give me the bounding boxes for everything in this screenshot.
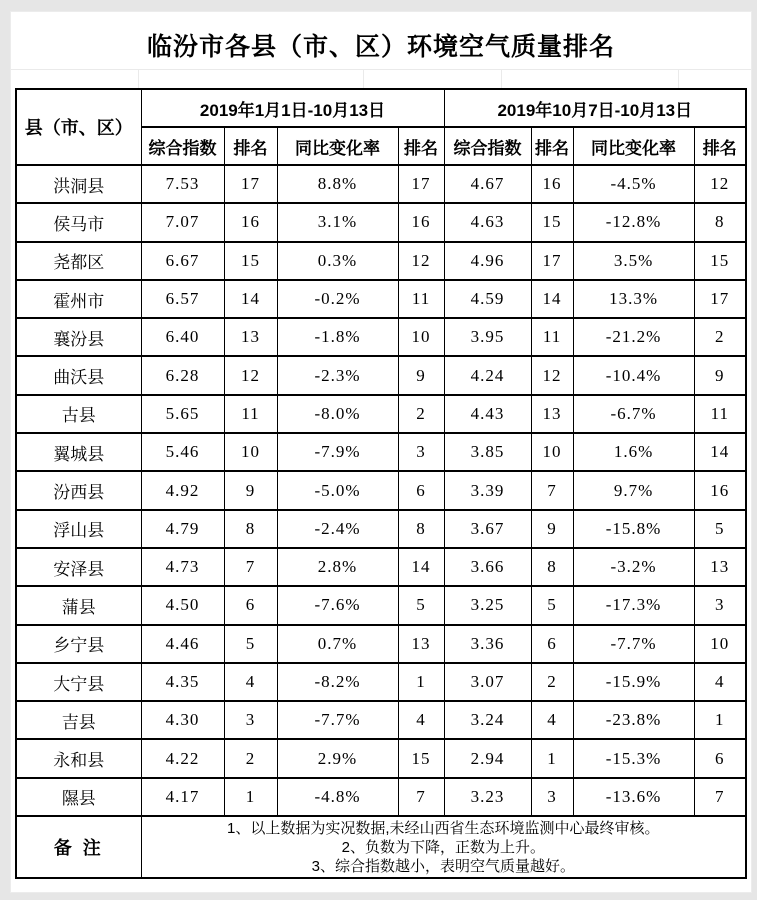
p2-rank-cell: 3 xyxy=(531,778,573,816)
county-cell: 蒲县 xyxy=(16,586,141,624)
p2-yoy-cell: -21.2% xyxy=(573,318,694,356)
county-cell: 尧都区 xyxy=(16,242,141,280)
header-row-periods xyxy=(16,89,746,127)
p1-rank-cell: 1 xyxy=(224,778,277,816)
note-line: 3、综合指数越小，表明空气质量越好。 xyxy=(311,857,575,875)
p2-yoy-rank-cell: 10 xyxy=(694,625,746,663)
p1-yoy-cell: -8.0% xyxy=(277,395,398,433)
p1-yoy-rank-cell: 7 xyxy=(398,778,444,816)
p1-rank-cell: 10 xyxy=(224,433,277,471)
table-row xyxy=(16,203,746,241)
p1-index-cell: 4.17 xyxy=(141,778,224,816)
p2-yoy-header: 同比变化率 xyxy=(573,127,694,165)
p2-rank-cell: 9 xyxy=(531,510,573,548)
p1-yoy-cell: 0.3% xyxy=(277,242,398,280)
table-row xyxy=(16,625,746,663)
table-row xyxy=(16,356,746,394)
table-row xyxy=(16,165,746,203)
p1-index-cell: 4.30 xyxy=(141,701,224,739)
p2-rank-cell: 15 xyxy=(531,203,573,241)
period2-header: 2019年10月7日-10月13日 xyxy=(444,89,746,127)
p1-yoy-cell: 8.8% xyxy=(277,165,398,203)
table-row xyxy=(16,548,746,586)
table-row xyxy=(16,778,746,816)
p2-index-cell: 3.66 xyxy=(444,548,531,586)
p1-rank-cell: 6 xyxy=(224,586,277,624)
p2-yoy-cell: -15.9% xyxy=(573,663,694,701)
p1-index-cell: 4.46 xyxy=(141,625,224,663)
p1-rank-cell: 3 xyxy=(224,701,277,739)
period1-header: 2019年1月1日-10月13日 xyxy=(141,89,444,127)
p2-index-cell: 3.23 xyxy=(444,778,531,816)
p1-rank-cell: 2 xyxy=(224,739,277,777)
p2-yoy-cell: -4.5% xyxy=(573,165,694,203)
p1-index-cell: 6.28 xyxy=(141,356,224,394)
p2-index-cell: 4.63 xyxy=(444,203,531,241)
p2-index-cell: 3.95 xyxy=(444,318,531,356)
p1-index-cell: 4.22 xyxy=(141,739,224,777)
p1-yoy-rank-cell: 14 xyxy=(398,548,444,586)
p2-yoy-rank-cell: 16 xyxy=(694,471,746,509)
p1-rank-cell: 11 xyxy=(224,395,277,433)
p2-index-cell: 2.94 xyxy=(444,739,531,777)
p1-rank-cell: 15 xyxy=(224,242,277,280)
p1-yoy-cell: -1.8% xyxy=(277,318,398,356)
p1-yoy-cell: -8.2% xyxy=(277,663,398,701)
p1-yoy-cell: -0.2% xyxy=(277,280,398,318)
county-cell: 襄汾县 xyxy=(16,318,141,356)
county-cell: 曲沃县 xyxy=(16,356,141,394)
p2-rank-cell: 11 xyxy=(531,318,573,356)
notes-body xyxy=(141,816,746,878)
p2-index-cell: 3.85 xyxy=(444,433,531,471)
p1-index-cell: 4.73 xyxy=(141,548,224,586)
p2-yoy-cell: 13.3% xyxy=(573,280,694,318)
p1-rank-cell: 7 xyxy=(224,548,277,586)
note-line: 1、以上数据为实况数据,未经山西省生态环境监测中心最终审核。 xyxy=(227,819,660,837)
p2-yoy-cell: 3.5% xyxy=(573,242,694,280)
county-cell: 汾西县 xyxy=(16,471,141,509)
p2-yoy-cell: 1.6% xyxy=(573,433,694,471)
notes-row xyxy=(16,816,746,878)
table-body xyxy=(16,165,746,816)
p2-index-cell: 3.39 xyxy=(444,471,531,509)
county-cell: 安泽县 xyxy=(16,548,141,586)
p1-index-cell: 7.53 xyxy=(141,165,224,203)
p1-yoy-rank-cell: 12 xyxy=(398,242,444,280)
p1-rank-cell: 9 xyxy=(224,471,277,509)
p1-yoy-cell: -4.8% xyxy=(277,778,398,816)
p2-yoy-rank-cell: 9 xyxy=(694,356,746,394)
table-row xyxy=(16,433,746,471)
p2-index-cell: 3.24 xyxy=(444,701,531,739)
p2-yoy-rank-cell: 8 xyxy=(694,203,746,241)
p1-index-cell: 4.79 xyxy=(141,510,224,548)
p1-yoy-cell: 2.9% xyxy=(277,739,398,777)
p2-yoy-rank-cell: 6 xyxy=(694,739,746,777)
p1-rank-cell: 12 xyxy=(224,356,277,394)
p1-index-cell: 6.40 xyxy=(141,318,224,356)
p1-yoy-cell: -7.7% xyxy=(277,701,398,739)
p2-index-cell: 4.43 xyxy=(444,395,531,433)
p1-yoy-cell: -2.4% xyxy=(277,510,398,548)
table-row xyxy=(16,510,746,548)
p1-yoy-cell: -5.0% xyxy=(277,471,398,509)
p1-index-header: 综合指数 xyxy=(141,127,224,165)
p1-yoy-cell: -2.3% xyxy=(277,356,398,394)
p2-yoy-cell: -13.6% xyxy=(573,778,694,816)
p2-index-cell: 3.07 xyxy=(444,663,531,701)
county-cell: 永和县 xyxy=(16,739,141,777)
table-row xyxy=(16,471,746,509)
p2-index-cell: 4.24 xyxy=(444,356,531,394)
p2-yoy-rank-cell: 2 xyxy=(694,318,746,356)
p1-index-cell: 4.50 xyxy=(141,586,224,624)
table-row xyxy=(16,739,746,777)
p1-yoy-rank-header: 排名 xyxy=(398,127,444,165)
p2-yoy-rank-header: 排名 xyxy=(694,127,746,165)
county-cell: 翼城县 xyxy=(16,433,141,471)
p2-rank-cell: 8 xyxy=(531,548,573,586)
excel-gridline-vertical xyxy=(678,69,679,88)
p2-index-cell: 3.36 xyxy=(444,625,531,663)
p2-yoy-rank-cell: 11 xyxy=(694,395,746,433)
p2-yoy-rank-cell: 15 xyxy=(694,242,746,280)
p1-yoy-rank-cell: 4 xyxy=(398,701,444,739)
p2-index-header: 综合指数 xyxy=(444,127,531,165)
p1-index-cell: 5.46 xyxy=(141,433,224,471)
p2-rank-cell: 1 xyxy=(531,739,573,777)
p2-index-cell: 4.67 xyxy=(444,165,531,203)
table-row xyxy=(16,242,746,280)
p1-yoy-cell: -7.6% xyxy=(277,586,398,624)
table-row xyxy=(16,395,746,433)
county-cell: 侯马市 xyxy=(16,203,141,241)
p2-rank-cell: 4 xyxy=(531,701,573,739)
p1-yoy-rank-cell: 6 xyxy=(398,471,444,509)
p2-rank-cell: 17 xyxy=(531,242,573,280)
p1-rank-cell: 8 xyxy=(224,510,277,548)
p2-yoy-cell: -10.4% xyxy=(573,356,694,394)
p2-yoy-cell: -12.8% xyxy=(573,203,694,241)
p1-yoy-cell: -7.9% xyxy=(277,433,398,471)
p1-rank-header: 排名 xyxy=(224,127,277,165)
table-row xyxy=(16,701,746,739)
p2-yoy-cell: 9.7% xyxy=(573,471,694,509)
p1-yoy-rank-cell: 16 xyxy=(398,203,444,241)
county-cell: 浮山县 xyxy=(16,510,141,548)
p2-yoy-cell: -7.7% xyxy=(573,625,694,663)
air-quality-ranking-table xyxy=(15,88,747,879)
p1-rank-cell: 17 xyxy=(224,165,277,203)
p1-yoy-rank-cell: 15 xyxy=(398,739,444,777)
p2-yoy-rank-cell: 17 xyxy=(694,280,746,318)
p1-index-cell: 6.67 xyxy=(141,242,224,280)
p2-rank-cell: 14 xyxy=(531,280,573,318)
excel-gridline-vertical xyxy=(138,69,139,88)
p1-rank-cell: 5 xyxy=(224,625,277,663)
p2-rank-cell: 10 xyxy=(531,433,573,471)
p1-rank-cell: 13 xyxy=(224,318,277,356)
county-cell: 吉县 xyxy=(16,701,141,739)
p2-rank-cell: 7 xyxy=(531,471,573,509)
report-card xyxy=(10,11,752,893)
p2-yoy-rank-cell: 7 xyxy=(694,778,746,816)
county-cell: 洪洞县 xyxy=(16,165,141,203)
county-cell: 隰县 xyxy=(16,778,141,816)
p2-yoy-cell: -15.3% xyxy=(573,739,694,777)
p2-rank-cell: 6 xyxy=(531,625,573,663)
table-row xyxy=(16,318,746,356)
p2-index-cell: 4.59 xyxy=(444,280,531,318)
p2-rank-cell: 2 xyxy=(531,663,573,701)
p2-rank-cell: 13 xyxy=(531,395,573,433)
p1-rank-cell: 16 xyxy=(224,203,277,241)
p2-yoy-cell: -3.2% xyxy=(573,548,694,586)
p2-yoy-rank-cell: 14 xyxy=(694,433,746,471)
p2-rank-cell: 12 xyxy=(531,356,573,394)
p1-yoy-rank-cell: 10 xyxy=(398,318,444,356)
p1-yoy-rank-cell: 8 xyxy=(398,510,444,548)
p2-yoy-rank-cell: 3 xyxy=(694,586,746,624)
p2-yoy-rank-cell: 4 xyxy=(694,663,746,701)
excel-gridline-horizontal xyxy=(11,69,751,70)
p1-index-cell: 7.07 xyxy=(141,203,224,241)
p2-yoy-rank-cell: 12 xyxy=(694,165,746,203)
note-line: 2、负数为下降，正数为上升。 xyxy=(341,838,545,856)
p1-yoy-cell: 0.7% xyxy=(277,625,398,663)
p1-yoy-rank-cell: 3 xyxy=(398,433,444,471)
excel-gridline-vertical xyxy=(363,69,364,88)
p1-yoy-rank-cell: 9 xyxy=(398,356,444,394)
table-row xyxy=(16,663,746,701)
p1-yoy-rank-cell: 5 xyxy=(398,586,444,624)
p2-yoy-cell: -17.3% xyxy=(573,586,694,624)
p2-rank-cell: 5 xyxy=(531,586,573,624)
p1-yoy-rank-cell: 17 xyxy=(398,165,444,203)
page-title: 临汾市各县（市、区）环境空气质量排名 xyxy=(146,33,615,61)
p1-yoy-rank-cell: 1 xyxy=(398,663,444,701)
p2-yoy-rank-cell: 1 xyxy=(694,701,746,739)
county-cell: 古县 xyxy=(16,395,141,433)
p2-yoy-cell: -23.8% xyxy=(573,701,694,739)
p1-yoy-cell: 2.8% xyxy=(277,548,398,586)
p2-index-cell: 3.67 xyxy=(444,510,531,548)
p2-yoy-cell: -15.8% xyxy=(573,510,694,548)
p2-index-cell: 4.96 xyxy=(444,242,531,280)
p2-rank-cell: 16 xyxy=(531,165,573,203)
table-row xyxy=(16,280,746,318)
county-column-header: 县（市、区） xyxy=(16,89,141,165)
p2-yoy-rank-cell: 13 xyxy=(694,548,746,586)
p2-rank-header: 排名 xyxy=(531,127,573,165)
table-row xyxy=(16,586,746,624)
excel-gridline-vertical xyxy=(501,69,502,88)
p1-index-cell: 5.65 xyxy=(141,395,224,433)
p1-yoy-header: 同比变化率 xyxy=(277,127,398,165)
p1-yoy-rank-cell: 2 xyxy=(398,395,444,433)
p1-index-cell: 4.35 xyxy=(141,663,224,701)
p1-rank-cell: 14 xyxy=(224,280,277,318)
p2-index-cell: 3.25 xyxy=(444,586,531,624)
county-cell: 大宁县 xyxy=(16,663,141,701)
p1-yoy-rank-cell: 13 xyxy=(398,625,444,663)
p1-yoy-cell: 3.1% xyxy=(277,203,398,241)
p2-yoy-rank-cell: 5 xyxy=(694,510,746,548)
p1-index-cell: 4.92 xyxy=(141,471,224,509)
p2-yoy-cell: -6.7% xyxy=(573,395,694,433)
p1-yoy-rank-cell: 11 xyxy=(398,280,444,318)
notes-label: 备 注 xyxy=(16,816,141,878)
county-cell: 霍州市 xyxy=(16,280,141,318)
p1-index-cell: 6.57 xyxy=(141,280,224,318)
p1-rank-cell: 4 xyxy=(224,663,277,701)
county-cell: 乡宁县 xyxy=(16,625,141,663)
